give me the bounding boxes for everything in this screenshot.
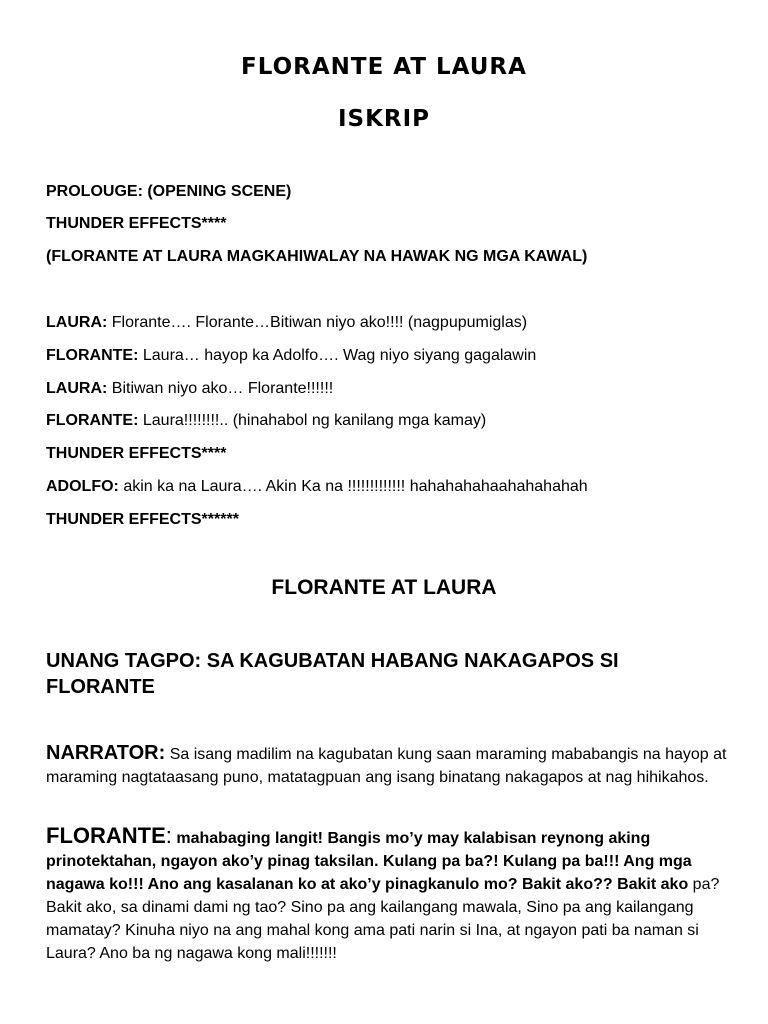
dialogue-line [46, 379, 728, 399]
scene-heading: UNANG TAGPO: SA KAGUBATAN HABANG NAKAGAPOS SI FLORANTE [46, 650, 619, 698]
dialogue-line [46, 411, 728, 431]
dialogue-line [46, 346, 728, 366]
thunder-effect-1: THUNDER EFFECTS**** [46, 215, 227, 232]
dialogue-line [46, 313, 728, 333]
narration-text: Sa isang madilim na kagubatan kung saan maraming mababangis na hayop at maraming nagtataasang puno, matatagpuan ang isang binatang nakagapos at nag hihikahos. [46, 746, 727, 786]
dialogue-bold-text: mahabaging langit! Bangis mo’y may kalabisan reynong aking prinotektahan, ngayon ako’y pinag taksilan. Kulang pa ba?! Kulang pa ba!!! Ang mga nagawa ko!!! Ano ang kasalanan ko at ako’y pinagkanulo mo? Bakit ako?? Bakit ako [46, 830, 692, 893]
thunder-effect-2: THUNDER EFFECTS**** [46, 445, 227, 462]
document-title: FLORANTE AT LAURA [241, 54, 527, 80]
stage-direction: (FLORANTE AT LAURA MAGKAHIWALAY NA HAWAK NG MGA KAWAL) [46, 248, 588, 265]
speaker-name: NARRATOR: [46, 742, 166, 764]
dialogue-text: Laura!!!!!!!!.. (hinahabol ng kanilang mga kamay) [138, 412, 487, 429]
speaker-name: LAURA: [46, 380, 108, 397]
thunder-effect-3: THUNDER EFFECTS****** [46, 511, 239, 528]
prologue-heading: PROLOUGE: (OPENING SCENE) [46, 183, 292, 200]
florante-paragraph [46, 824, 736, 965]
narrator-paragraph [46, 742, 736, 789]
speaker-name: FLORANTE: [46, 347, 139, 364]
dialogue-text: Laura… hayop ka Adolfo…. Wag niyo siyang gagalawin [138, 347, 537, 364]
speaker-name: ADOLFO: [46, 478, 119, 495]
dialogue-text: akin ka na Laura…. Akin Ka na !!!!!!!!!!!!! hahahahahaahahahahah [118, 478, 588, 495]
document-subtitle: ISKRIP [337, 106, 431, 132]
speaker-name: LAURA: [46, 314, 108, 331]
dialogue-text: Bitiwan niyo ako… Florante!!!!!! [107, 380, 334, 397]
speaker-name: FLORANTE [46, 823, 166, 848]
speaker-colon: : [165, 823, 172, 848]
speaker-name: FLORANTE: [46, 412, 139, 429]
section-title: FLORANTE AT LAURA [271, 576, 497, 599]
dialogue-line [46, 477, 728, 497]
dialogue-text: Florante…. Florante…Bitiwan niyo ako!!!! (nagpupumiglas) [107, 314, 528, 331]
dialogue-text: pa? Bakit ako, sa dinami dami ng tao? Sino pa ang kailangang mawala, Sino pa ang kailangang mamatay? Kinuha niyo na ang mahal kong ama pati narin si Ina, at ngayon pati ba naman si Laura? Ano ba ng nagawa kong mali!!!!!!! [46, 876, 720, 962]
